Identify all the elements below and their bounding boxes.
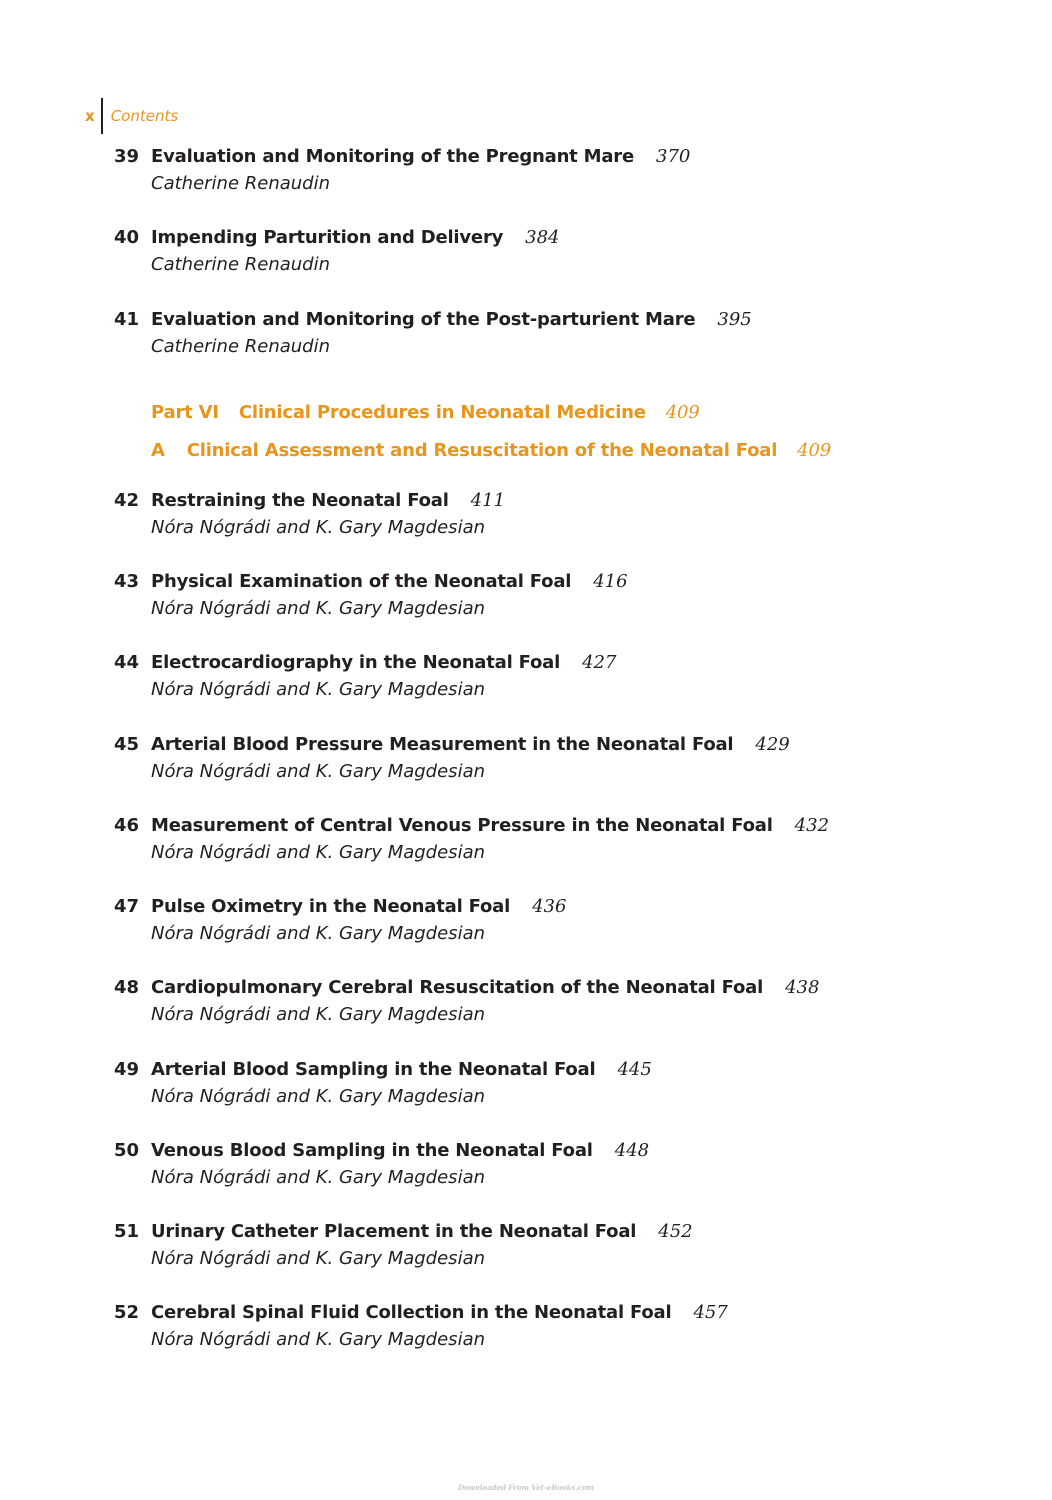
chapter-number: 43 (114, 571, 140, 592)
section-heading[interactable] (151, 440, 831, 461)
chapter-title[interactable]: Urinary Catheter Placement in the Neonatal Foal (151, 1221, 637, 1242)
chapter-page[interactable]: 411 (470, 490, 506, 511)
chapter-page[interactable]: 384 (525, 227, 560, 248)
part-heading[interactable] (151, 402, 700, 423)
toc-entry[interactable] (114, 977, 994, 1027)
chapter-author: Catherine Renaudin (151, 254, 331, 275)
chapter-page[interactable]: 448 (614, 1140, 650, 1161)
toc-entry[interactable] (114, 1221, 994, 1271)
chapter-page[interactable]: 445 (617, 1059, 652, 1080)
chapter-number: 50 (114, 1140, 140, 1161)
chapter-number: 51 (114, 1221, 140, 1242)
chapter-page[interactable]: 438 (785, 977, 820, 998)
chapter-number: 41 (114, 309, 140, 330)
running-head-title: Contents (110, 107, 179, 125)
toc-entry[interactable] (114, 1302, 994, 1352)
chapter-author: Nóra Nógrádi and K. Gary Magdesian (151, 517, 486, 538)
toc-entry[interactable] (114, 734, 994, 784)
chapter-number: 45 (114, 734, 140, 755)
chapter-title[interactable]: Arterial Blood Sampling in the Neonatal Foal (151, 1059, 596, 1080)
chapter-title[interactable]: Physical Examination of the Neonatal Foal (151, 571, 572, 592)
section-label: A (151, 440, 165, 461)
chapter-title[interactable]: Cerebral Spinal Fluid Collection in the Neonatal Foal (151, 1302, 672, 1323)
chapter-author: Nóra Nógrádi and K. Gary Magdesian (151, 1086, 486, 1107)
running-head (85, 98, 178, 134)
toc-entry[interactable] (114, 309, 994, 359)
chapter-page[interactable]: 457 (693, 1302, 728, 1323)
toc-entry[interactable] (114, 652, 994, 702)
toc-entry[interactable] (114, 146, 994, 196)
chapter-number: 42 (114, 490, 140, 511)
chapter-page[interactable]: 436 (532, 896, 567, 917)
chapter-author: Catherine Renaudin (151, 336, 331, 357)
toc-entry[interactable] (114, 490, 994, 540)
part-page[interactable]: 409 (665, 402, 700, 423)
chapter-author: Nóra Nógrádi and K. Gary Magdesian (151, 761, 486, 782)
chapter-title[interactable]: Arterial Blood Pressure Measurement in the Neonatal Foal (151, 734, 734, 755)
chapter-author: Catherine Renaudin (151, 173, 331, 194)
chapter-author: Nóra Nógrádi and K. Gary Magdesian (151, 598, 486, 619)
running-head-rule (101, 98, 103, 134)
chapter-number: 48 (114, 977, 140, 998)
chapter-title[interactable]: Cardiopulmonary Cerebral Resuscitation of the Neonatal Foal (151, 977, 764, 998)
chapter-page[interactable]: 395 (717, 309, 752, 330)
chapter-page[interactable]: 416 (593, 571, 628, 592)
chapter-title[interactable]: Evaluation and Monitoring of the Post-parturient Mare (151, 309, 696, 330)
page-folio: x (85, 107, 95, 125)
chapter-author: Nóra Nógrádi and K. Gary Magdesian (151, 1167, 486, 1188)
chapter-page[interactable]: 432 (794, 815, 830, 836)
chapter-title[interactable]: Electrocardiography in the Neonatal Foal (151, 652, 561, 673)
chapter-number: 49 (114, 1059, 140, 1080)
part-title[interactable]: Clinical Procedures in Neonatal Medicine (238, 402, 646, 423)
chapter-author: Nóra Nógrádi and K. Gary Magdesian (151, 679, 486, 700)
toc-entry[interactable] (114, 227, 994, 277)
chapter-number: 40 (114, 227, 140, 248)
chapter-title[interactable]: Measurement of Central Venous Pressure in the Neonatal Foal (151, 815, 773, 836)
chapter-number: 46 (114, 815, 140, 836)
chapter-author: Nóra Nógrádi and K. Gary Magdesian (151, 1329, 486, 1350)
chapter-page[interactable]: 429 (755, 734, 790, 755)
download-watermark: Downloaded From Vet-eBooks.com (457, 1483, 595, 1492)
chapter-number: 44 (114, 652, 140, 673)
chapter-title[interactable]: Pulse Oximetry in the Neonatal Foal (151, 896, 511, 917)
part-label: Part VI (151, 402, 219, 423)
chapter-title[interactable]: Venous Blood Sampling in the Neonatal Foal (151, 1140, 593, 1161)
chapter-page[interactable]: 452 (658, 1221, 693, 1242)
chapter-title[interactable]: Restraining the Neonatal Foal (151, 490, 449, 511)
toc-entry[interactable] (114, 1059, 994, 1109)
chapter-page[interactable]: 427 (582, 652, 617, 673)
chapter-number: 52 (114, 1302, 140, 1323)
chapter-author: Nóra Nógrádi and K. Gary Magdesian (151, 1004, 486, 1025)
toc-entry[interactable] (114, 571, 994, 621)
chapter-author: Nóra Nógrádi and K. Gary Magdesian (151, 923, 486, 944)
toc-entry[interactable] (114, 1140, 994, 1190)
section-title[interactable]: Clinical Assessment and Resuscitation of the Neonatal Foal (186, 440, 778, 461)
chapter-title[interactable]: Impending Parturition and Delivery (151, 227, 504, 248)
chapter-author: Nóra Nógrádi and K. Gary Magdesian (151, 842, 486, 863)
section-page[interactable]: 409 (797, 440, 831, 461)
chapter-title[interactable]: Evaluation and Monitoring of the Pregnant Mare (151, 146, 634, 167)
chapter-number: 47 (114, 896, 140, 917)
chapter-page[interactable]: 370 (656, 146, 691, 167)
chapter-author: Nóra Nógrádi and K. Gary Magdesian (151, 1248, 486, 1269)
toc-entry[interactable] (114, 815, 994, 865)
toc-entry[interactable] (114, 896, 994, 946)
chapter-number: 39 (114, 146, 140, 167)
